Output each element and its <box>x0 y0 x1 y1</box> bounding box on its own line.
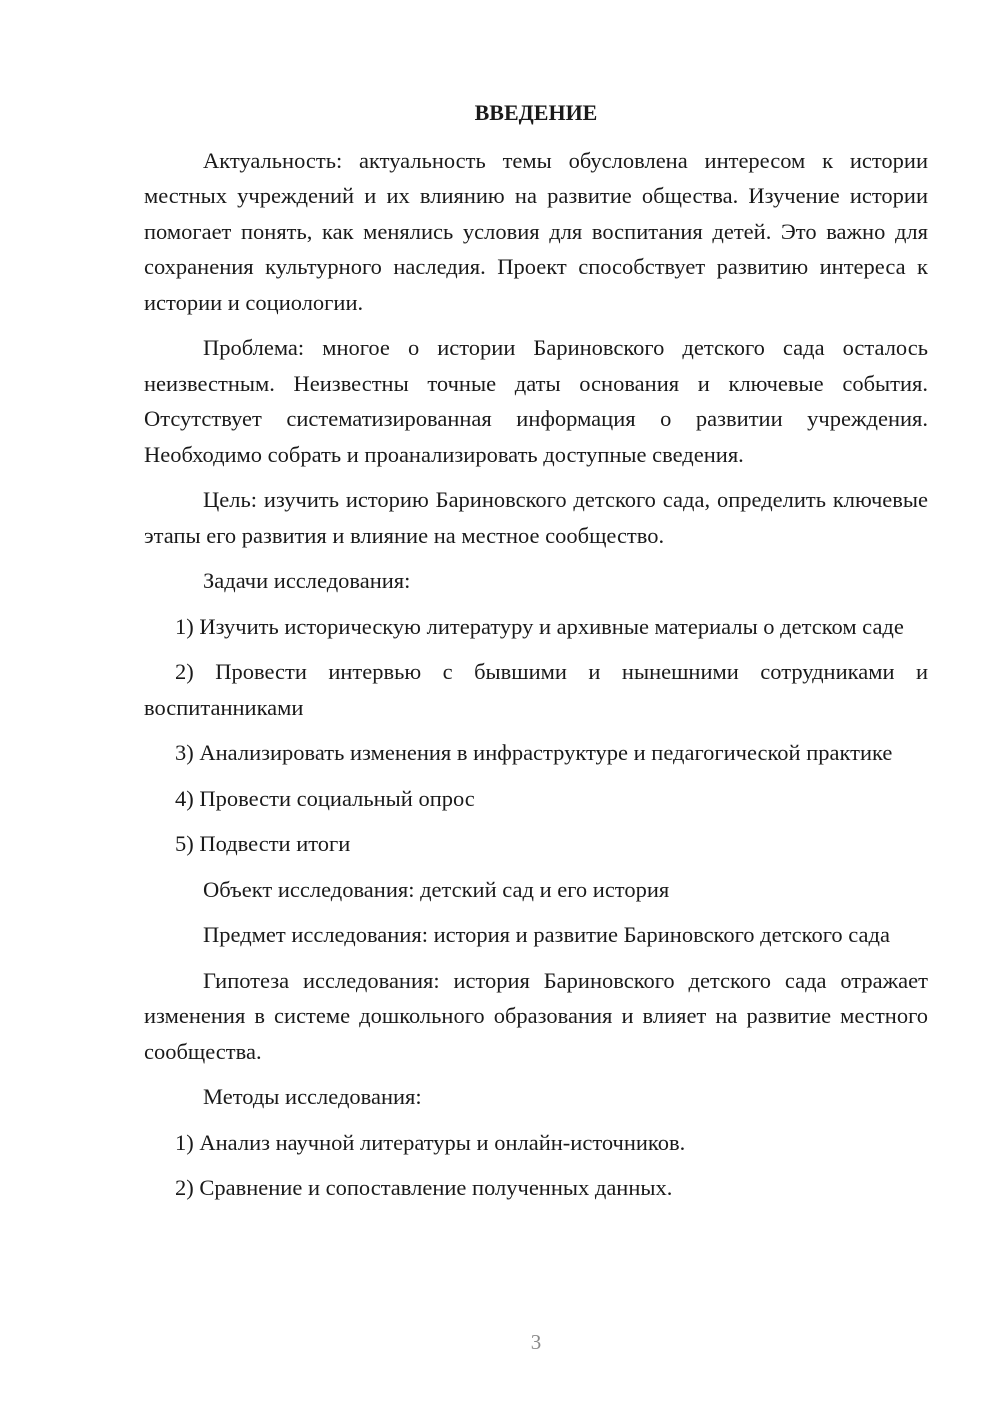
task-item-2: 2) Провести интервью с бывшими и нынешними сотрудниками и воспитанниками <box>144 659 928 720</box>
hypothesis-paragraph: Гипотеза исследования: история Бариновского детского сада отражает изменения в системе дошкольного образования и влияет на развитие местного сообщества. <box>144 967 928 1064</box>
task-item-3: 3) Анализировать изменения в инфраструктуре и педагогической практике <box>175 740 893 765</box>
task-item-4: 4) Провести социальный опрос <box>175 785 475 811</box>
page-content <box>144 95 928 1216</box>
method-item-1: 1) Анализ научной литературы и онлайн-источников. <box>175 1129 686 1155</box>
subject-paragraph: Предмет исследования: история и развитие Бариновского детского сада <box>203 922 890 947</box>
task-item-1: 1) Изучить историческую литературу и архивные материалы о детском саде <box>175 613 904 639</box>
task-item-5: 5) Подвести итоги <box>175 831 351 856</box>
goal-paragraph: Цель: изучить историю Бариновского детского сада, определить ключевые этапы его развития и влияние на местное сообщество. <box>144 487 928 548</box>
section-heading: ВВЕДЕНИЕ <box>474 100 598 125</box>
method-item-2: 2) Сравнение и сопоставление полученных данных. <box>175 1175 673 1200</box>
page-number: 3 <box>530 1330 542 1354</box>
tasks-title: Задачи исследования: <box>203 568 411 593</box>
object-paragraph: Объект исследования: детский сад и его история <box>203 876 670 902</box>
relevance-paragraph: Актуальность: актуальность темы обусловлена интересом к истории местных учреждений и их влиянию на развитие общества. Изучение истории помогает понять, как менялись условия для воспитания детей. Это важно для сохранения культурного наследия. Проект способствует развитию интереса к истории и социологии. <box>144 147 928 315</box>
methods-title: Методы исследования: <box>203 1084 422 1109</box>
problem-paragraph: Проблема: многое о истории Бариновского детского сада осталось неизвестным. Неизвестны точные даты основания и ключевые события. Отсутствует систематизированная информация о развитии учреждения. Необходимо собрать и проанализировать доступные сведения. <box>144 335 928 467</box>
